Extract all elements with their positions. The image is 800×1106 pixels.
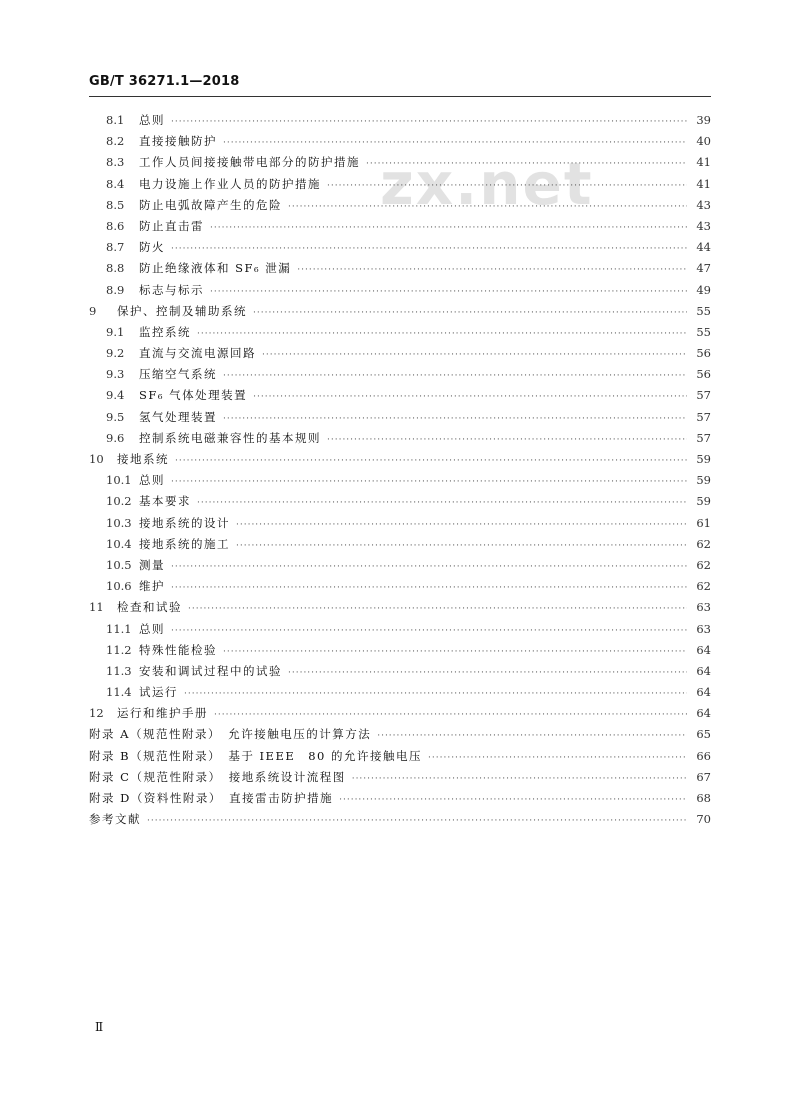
toc-entry-title: 监控系统: [139, 324, 191, 339]
toc-entry[interactable]: [89, 301, 711, 322]
toc-entry-title: 接地系统的设计: [139, 515, 230, 530]
toc-entry-page: 47: [696, 261, 711, 276]
toc-entry-number: 10: [89, 452, 104, 466]
toc-entry[interactable]: [89, 470, 711, 491]
toc-leader-dots: [188, 599, 687, 620]
toc-entry[interactable]: [89, 280, 711, 301]
toc-entry-title: 直接接触防护: [139, 134, 217, 149]
toc-entry[interactable]: [89, 216, 711, 237]
toc-entry-title: 保护、控制及辅助系统: [117, 303, 247, 318]
toc-entry[interactable]: [89, 661, 711, 682]
toc-entry[interactable]: [89, 619, 711, 640]
toc-leader-dots: [223, 366, 687, 387]
toc-entry-number: 10.2: [106, 494, 132, 509]
toc-entry-number: 8.8: [106, 261, 125, 276]
toc-entry[interactable]: [89, 809, 711, 830]
toc-entry-title: 参考文献: [89, 812, 141, 827]
toc-entry-page: 57: [696, 388, 711, 403]
toc-entry-number: 12: [89, 706, 104, 721]
toc-entry[interactable]: [89, 534, 711, 555]
toc-entry-page: 40: [696, 134, 711, 149]
toc-entry-title: 附录 D（资料性附录） 直接雷击防护措施: [89, 791, 334, 805]
toc-entry-page: 44: [696, 240, 711, 255]
toc-entry-title: 测量: [139, 557, 165, 572]
toc-entry-number: 8.4: [106, 176, 125, 191]
toc-entry[interactable]: [89, 343, 711, 364]
toc-entry-page: 57: [696, 430, 711, 445]
toc-entry-title: 防止绝缘液体和 SF₆ 泄漏: [139, 261, 292, 276]
toc-entry-title: 基本要求: [139, 494, 191, 509]
toc-entry-title: 防止直击雷: [139, 218, 204, 233]
toc-entry-number: 11.3: [106, 663, 132, 678]
toc-entry[interactable]: [89, 131, 711, 152]
toc-entry-title: 试运行: [139, 685, 178, 700]
toc-entry-page: 62: [696, 579, 711, 594]
toc-leader-dots: [253, 303, 687, 324]
toc-leader-dots: [171, 239, 687, 260]
toc-entry-title: 安装和调试过程中的试验: [139, 663, 282, 678]
toc-entry-title: 运行和维护手册: [117, 706, 208, 721]
toc-leader-dots: [236, 515, 687, 536]
toc-entry[interactable]: [89, 195, 711, 216]
table-of-contents: [89, 110, 711, 830]
toc-entry[interactable]: [89, 576, 711, 597]
toc-entry-page: 64: [696, 685, 711, 700]
toc-leader-dots: [223, 642, 687, 663]
toc-entry-title: 维护: [139, 579, 165, 594]
toc-entry-page: 49: [696, 282, 711, 297]
toc-entry-number: 9.4: [106, 388, 125, 403]
toc-entry-number: 10.1: [106, 473, 132, 488]
toc-leader-dots: [147, 811, 687, 832]
toc-entry-title: 总则: [139, 621, 165, 636]
toc-entry[interactable]: [89, 364, 711, 385]
toc-entry-title: 接地系统的施工: [139, 536, 230, 551]
toc-entry-number: 9.5: [106, 409, 125, 424]
toc-entry-page: 57: [696, 409, 711, 424]
toc-leader-dots: [339, 790, 687, 811]
toc-entry-page: 41: [696, 176, 711, 191]
toc-entry[interactable]: [89, 682, 711, 703]
toc-entry-title: 压缩空气系统: [139, 367, 217, 382]
toc-entry-title: 防止电弧故障产生的危险: [139, 197, 282, 212]
toc-entry[interactable]: [89, 110, 711, 131]
toc-entry[interactable]: [89, 428, 711, 449]
toc-leader-dots: [327, 430, 687, 451]
toc-entry[interactable]: [89, 597, 711, 618]
toc-leader-dots: [327, 176, 687, 197]
toc-leader-dots: [352, 769, 687, 790]
toc-entry-number: 9.3: [106, 367, 125, 382]
toc-leader-dots: [210, 282, 687, 303]
toc-entry-title: 直流与交流电源回路: [139, 346, 256, 361]
toc-entry[interactable]: [89, 322, 711, 343]
toc-entry-page: 39: [696, 113, 711, 127]
toc-leader-dots: [366, 154, 687, 175]
toc-entry-number: 10.5: [106, 557, 132, 572]
toc-entry-title: 总则: [139, 113, 165, 127]
toc-leader-dots: [171, 578, 687, 599]
toc-leader-dots: [236, 536, 687, 557]
toc-entry[interactable]: [89, 555, 711, 576]
toc-entry-number: 11.2: [106, 642, 132, 657]
toc-entry-number: 11.4: [106, 685, 132, 700]
toc-entry[interactable]: [89, 724, 711, 745]
toc-entry-page: 64: [696, 663, 711, 678]
toc-entry-number: 8.6: [106, 218, 125, 233]
toc-entry-number: 8.2: [106, 134, 125, 149]
toc-leader-dots: [171, 472, 687, 493]
toc-leader-dots: [171, 112, 687, 133]
toc-entry-number: 11: [89, 600, 104, 615]
toc-entry[interactable]: [89, 385, 711, 406]
toc-entry-page: 70: [696, 812, 711, 827]
toc-entry-page: 55: [696, 303, 711, 318]
toc-entry-page: 56: [696, 346, 711, 361]
toc-entry-title: SF₆ 气体处理装置: [139, 388, 248, 403]
toc-entry-page: 43: [696, 197, 711, 212]
toc-leader-dots: [171, 557, 687, 578]
toc-entry-page: 66: [696, 748, 711, 763]
toc-entry[interactable]: [89, 746, 711, 767]
toc-entry-page: 67: [696, 769, 711, 784]
toc-entry-number: 8.7: [106, 240, 125, 255]
toc-entry-title: 防火: [139, 240, 165, 255]
toc-leader-dots: [262, 345, 687, 366]
toc-entry-page: 68: [696, 791, 711, 805]
toc-entry-number: 10.3: [106, 515, 132, 530]
toc-entry-title: 附录 B（规范性附录） 基于 IEEE 80 的允许接触电压: [89, 748, 423, 763]
toc-entry[interactable]: [89, 788, 711, 809]
toc-entry-number: 9.1: [106, 324, 125, 339]
toc-entry-page: 62: [696, 536, 711, 551]
toc-leader-dots: [197, 324, 687, 345]
toc-leader-dots: [297, 260, 687, 281]
toc-entry-page: 64: [696, 706, 711, 721]
toc-entry[interactable]: [89, 237, 711, 258]
toc-entry-title: 标志与标示: [139, 282, 204, 297]
toc-entry-number: 11.1: [106, 621, 132, 636]
header-divider: [89, 96, 711, 97]
toc-entry[interactable]: [89, 491, 711, 512]
toc-entry-title: 接地系统: [117, 452, 169, 466]
toc-leader-dots: [223, 133, 687, 154]
toc-entry-page: 59: [696, 452, 711, 466]
toc-entry-page: 59: [696, 494, 711, 509]
toc-leader-dots: [288, 197, 687, 218]
toc-entry[interactable]: [89, 152, 711, 173]
toc-entry[interactable]: [89, 767, 711, 788]
toc-entry-page: 63: [696, 600, 711, 615]
toc-leader-dots: [223, 409, 687, 430]
toc-entry-title: 控制系统电磁兼容性的基本规则: [139, 430, 321, 445]
toc-entry-number: 10.4: [106, 536, 132, 551]
toc-entry[interactable]: [89, 703, 711, 724]
toc-entry-title: 附录 A（规范性附录） 允许接触电压的计算方法: [89, 727, 372, 742]
toc-entry-title: 工作人员间接接触带电部分的防护措施: [139, 155, 360, 170]
toc-entry-page: 63: [696, 621, 711, 636]
toc-entry-title: 检查和试验: [117, 600, 182, 615]
toc-leader-dots: [377, 726, 687, 747]
toc-entry-number: 8.1: [106, 113, 125, 127]
toc-entry-number: 8.3: [106, 155, 125, 170]
watermark: zx.net: [380, 150, 594, 218]
toc-leader-dots: [253, 387, 687, 408]
toc-entry-number: 8.9: [106, 282, 125, 297]
toc-entry[interactable]: [89, 174, 711, 195]
toc-entry[interactable]: [89, 640, 711, 661]
toc-leader-dots: [428, 748, 687, 769]
toc-entry[interactable]: [89, 258, 711, 279]
toc-entry-number: 9: [89, 303, 97, 318]
toc-entry-title: 附录 C（规范性附录） 接地系统设计流程图: [89, 769, 346, 784]
toc-entry-number: 10.6: [106, 579, 132, 594]
toc-leader-dots: [214, 705, 687, 726]
page-number: Ⅱ: [95, 1020, 104, 1034]
toc-leader-dots: [171, 621, 687, 642]
toc-leader-dots: [288, 663, 687, 684]
toc-entry[interactable]: [89, 449, 711, 470]
toc-entry-number: 9.6: [106, 430, 125, 445]
toc-entry-title: 特殊性能检验: [139, 642, 217, 657]
toc-entry-number: 9.2: [106, 346, 125, 361]
toc-leader-dots: [210, 218, 687, 239]
toc-leader-dots: [197, 493, 687, 514]
toc-entry-title: 电力设施上作业人员的防护措施: [139, 176, 321, 191]
toc-entry-page: 62: [696, 557, 711, 572]
toc-entry-page: 41: [696, 155, 711, 170]
toc-entry-page: 55: [696, 324, 711, 339]
toc-leader-dots: [175, 451, 687, 472]
toc-entry-title: 总则: [139, 473, 165, 488]
standard-number-header: GB/T 36271.1—2018: [89, 74, 240, 89]
toc-entry-page: 61: [696, 515, 711, 530]
toc-entry[interactable]: [89, 407, 711, 428]
toc-leader-dots: [184, 684, 687, 705]
toc-entry-page: 65: [696, 727, 711, 742]
toc-entry-page: 43: [696, 218, 711, 233]
toc-entry-title: 氢气处理装置: [139, 409, 217, 424]
toc-entry-page: 59: [696, 473, 711, 488]
toc-entry-number: 8.5: [106, 197, 125, 212]
toc-entry-page: 64: [696, 642, 711, 657]
toc-entry-page: 56: [696, 367, 711, 382]
toc-entry[interactable]: [89, 513, 711, 534]
